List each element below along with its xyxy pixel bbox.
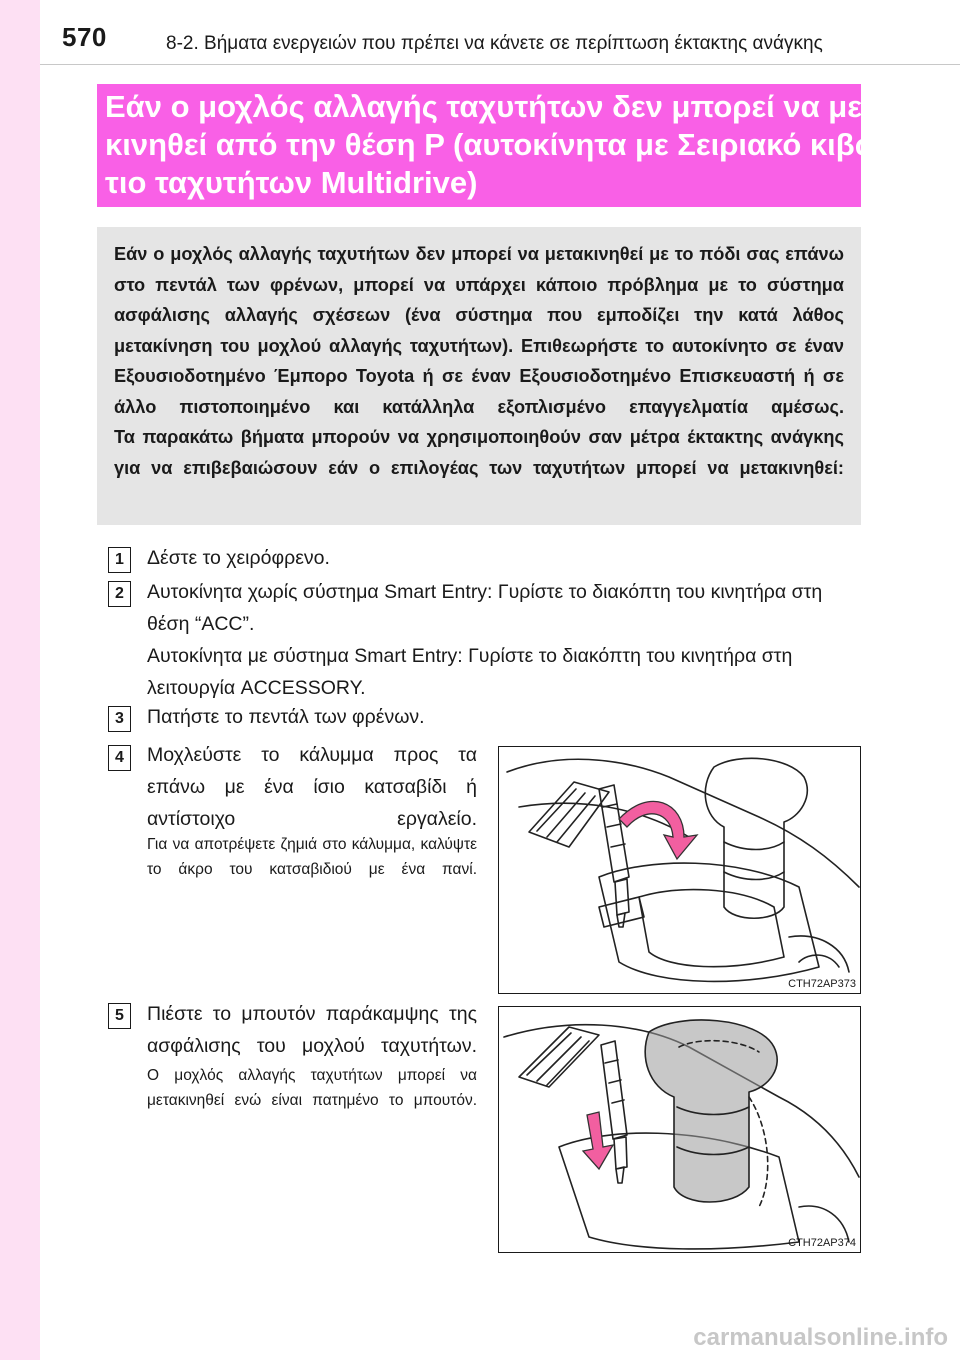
heading-line-3: τιο ταχυτήτων Multidrive) (105, 165, 478, 200)
arrow-icon (619, 801, 697, 859)
intro-box (97, 227, 861, 525)
step-1-badge: 1 (108, 547, 131, 573)
step-3-badge: 3 (108, 706, 131, 732)
step-2-text: Αυτοκίνητα χωρίς σύστημα Smart Entry: Γυρίστε το διακόπτη του κινητήρα στη θέση “ACC”. (147, 581, 823, 635)
down-arrow-icon (583, 1112, 613, 1169)
shift-lever-cover-illustration (499, 747, 861, 994)
step-5-text: Πιέστε το μπουτόν παράκαμψης της ασφάλισης του μοχλού ταχυτήτων. (147, 1003, 477, 1057)
header-divider (40, 64, 960, 65)
heading-line-1: Εάν ο μοχλός αλλαγής ταχυτήτων δεν μπορεί να μετα- (105, 89, 905, 124)
side-color-strip (0, 0, 40, 1360)
step-5-badge: 5 (108, 1003, 131, 1029)
page-number: 570 (62, 22, 107, 52)
step-4-text: Μοχλεύστε το κάλυμμα προς τα επάνω με ένα ίσιο κατσαβίδι ή αντίστοιχο εργαλείο. (147, 744, 477, 830)
shift-lock-override-illustration (499, 1007, 861, 1253)
section-heading-banner (97, 84, 905, 207)
heading-line-2: κινηθεί από την θέση P (αυτοκίνητα με Σειριακό κιβώ- (105, 127, 892, 162)
step-2-badge: 2 (108, 581, 131, 607)
step-5-note: Ο μοχλός αλλαγής ταχυτήτων μπορεί να μετακινηθεί ενώ είναι πατημένο το μπουτόν. (147, 1067, 477, 1109)
figure-pry-cover (498, 746, 861, 994)
section-title: 8-2. Βήματα ενεργειών που πρέπει να κάνετε σε περίπτωση έκτακτης ανάγκης (166, 33, 823, 54)
step-3-text: Πατήστε το πεντάλ των φρένων. (147, 706, 425, 728)
intro-paragraph-1: Εάν ο μοχλός αλλαγής ταχυτήτων δεν μπορεί να μετακινηθεί με το πόδι σας επάνω στο πεντάλ των φρένων, μπορεί να υπάρχει κάποιο πρόβλημα με το σύστημα ασφάλισης αλλαγής σχέσεων (ένα σύστημα που εμποδίζει την κατά λάθος μετακίνηση του μοχλού αλλαγής ταχυτήτων). Επιθεωρήστε το αυτοκίνητο σε έναν Εξουσιοδοτημένο Έμπορο Toyota ή σε έναν Εξουσιοδοτημένο Επισκευαστή ή σε άλλο πιστοποιημένο και κατάλληλα εξοπλισμένο επαγγελματία αμέσως. (114, 244, 844, 417)
step-4-note: Για να αποτρέψετε ζημιά στο κάλυμμα, καλύψτε το άκρο του κατσαβιδιού με ένα πανί. (147, 836, 477, 878)
step-2-text-smart-entry: Αυτοκίνητα με σύστημα Smart Entry: Γυρίστε το διακόπτη του κινητήρα στη λειτουργία ACCESSORY. (147, 645, 793, 699)
intro-paragraph-2: Τα παρακάτω βήματα μπορούν να χρησιμοποιηθούν σαν μέτρα έκτακτης ανάγκης για να επιβεβαιώσουν εάν ο επιλογέας των ταχυτήτων μπορεί να μετακινηθεί: (114, 427, 844, 478)
step-1-text: Δέστε το χειρόφρενο. (147, 547, 330, 569)
step-4-badge: 4 (108, 745, 131, 771)
figure-code: CTH72AP373 (788, 978, 856, 990)
watermark: carmanualsonline.info (693, 1324, 948, 1351)
figure-code: CTH72AP374 (788, 1237, 856, 1249)
figure-override-button (498, 1006, 861, 1253)
